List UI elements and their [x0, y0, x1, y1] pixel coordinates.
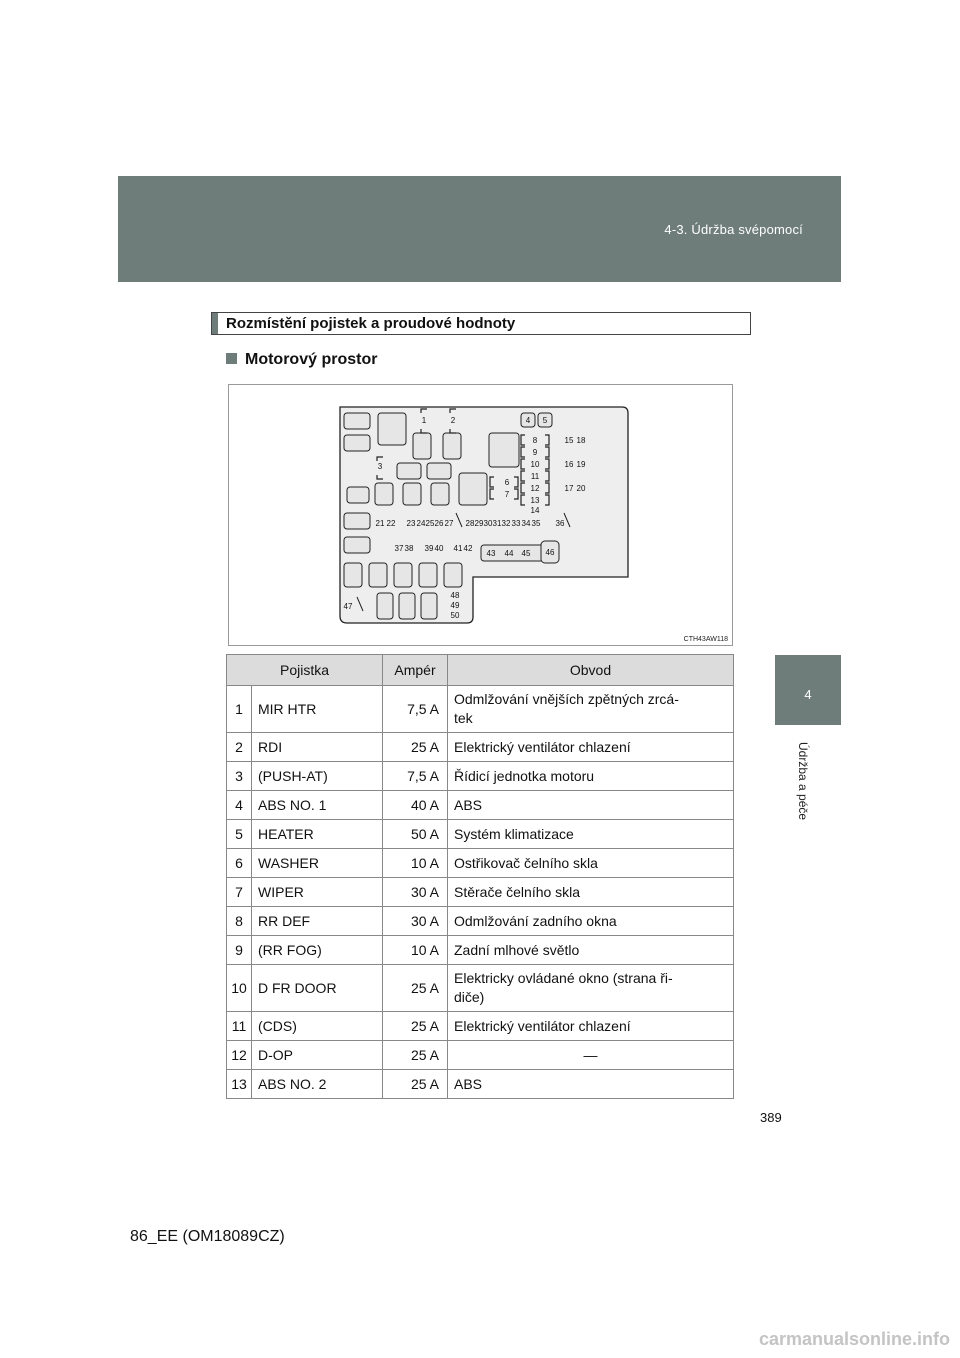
chapter-tab-label: Údržba a péče: [796, 742, 810, 821]
fuse-label: 26: [434, 519, 444, 528]
fuse-number-cell: 4: [227, 791, 252, 820]
fuse-circuit-cell: Zadní mlhové světlo: [448, 936, 734, 965]
fuse-amp-cell: 25 A: [383, 733, 448, 762]
fuse-circuit-cell: Systém klimatizace: [448, 820, 734, 849]
fuse-label: 3: [377, 462, 383, 471]
fuse-circuit-cell: —: [448, 1041, 734, 1070]
fuse-amp-cell: 30 A: [383, 878, 448, 907]
fuse-circuit-cell: ABS: [448, 1070, 734, 1099]
fuse-number-cell: 9: [227, 936, 252, 965]
fuse-amp-cell: 40 A: [383, 791, 448, 820]
fuse-label: 24: [416, 519, 426, 528]
fuse-label: 41: [453, 544, 463, 553]
fuse-name-cell: RDI: [252, 733, 383, 762]
fuse-label: 40: [434, 544, 444, 553]
fuse-name-cell: ABS NO. 2: [252, 1070, 383, 1099]
fuse-amp-cell: 50 A: [383, 820, 448, 849]
fuse-label: 16: [564, 460, 574, 469]
chapter-number: 4: [804, 687, 812, 702]
column-header-fuse: Pojistka: [227, 655, 383, 686]
fuse-circuit-cell: Elektricky ovládané okno (strana ři- diče): [448, 965, 734, 1012]
section-title-bar: [211, 312, 751, 335]
fuse-label: 17: [564, 484, 574, 493]
fuse-box-diagram: [228, 384, 733, 646]
fuse-number-cell: 11: [227, 1012, 252, 1041]
chapter-section-title: 4-3. Údržba svépomocí: [664, 222, 803, 237]
fuse-label: 39: [424, 544, 434, 553]
square-bullet-icon: [226, 353, 237, 364]
fuse-label: 36: [555, 519, 565, 528]
chapter-header: [118, 176, 841, 282]
fuse-amp-cell: 30 A: [383, 907, 448, 936]
table-row: [227, 686, 734, 733]
fuse-label: 44: [504, 549, 514, 558]
fuse-label: 19: [576, 460, 586, 469]
fuse-number-cell: 2: [227, 733, 252, 762]
fuse-number-cell: 8: [227, 907, 252, 936]
fuse-name-cell: ABS NO. 1: [252, 791, 383, 820]
subheading-text: Motorový prostor: [245, 351, 378, 368]
fuse-label: 32: [501, 519, 511, 528]
fuse-label: 37: [394, 544, 404, 553]
table-header-row: [227, 655, 734, 686]
column-header-circuit: Obvod: [448, 655, 734, 686]
fuse-label: 27: [444, 519, 454, 528]
figure-code: CTH43AW118: [683, 636, 728, 643]
fuse-name-cell: HEATER: [252, 820, 383, 849]
fuse-name-cell: MIR HTR: [252, 686, 383, 733]
fuse-circuit-cell: Odmlžování zadního okna: [448, 907, 734, 936]
fuse-label: 50: [450, 611, 460, 620]
fuse-label: 13: [530, 496, 540, 505]
fuse-amp-cell: 25 A: [383, 1012, 448, 1041]
fuse-label: 31: [492, 519, 502, 528]
fuse-circuit-cell: Elektrický ventilátor chlazení: [448, 733, 734, 762]
fuse-label: 7: [504, 490, 510, 499]
fuse-label: 48: [450, 591, 460, 600]
fuse-label: 49: [450, 601, 460, 610]
fuse-label: 45: [521, 549, 531, 558]
fuse-amp-cell: 10 A: [383, 849, 448, 878]
fuse-label: 8: [532, 436, 538, 445]
fuse-number-cell: 12: [227, 1041, 252, 1070]
fuse-label: 30: [483, 519, 493, 528]
fuse-name-cell: (CDS): [252, 1012, 383, 1041]
table-row: [227, 1070, 734, 1099]
fuse-amp-cell: 25 A: [383, 965, 448, 1012]
column-header-amp: Ampér: [383, 655, 448, 686]
fuse-label: 11: [530, 472, 540, 481]
table-row: [227, 878, 734, 907]
fuse-label: 29: [474, 519, 484, 528]
fuse-label: 33: [511, 519, 521, 528]
fuse-label: 5: [542, 416, 548, 425]
fuse-name-cell: D-OP: [252, 1041, 383, 1070]
fuse-number-cell: 13: [227, 1070, 252, 1099]
fuse-circuit-cell: Stěrače čelního skla: [448, 878, 734, 907]
fuse-number-cell: 3: [227, 762, 252, 791]
fuse-circuit-cell: Řídicí jednotka motoru: [448, 762, 734, 791]
fuse-circuit-cell: Elektrický ventilátor chlazení: [448, 1012, 734, 1041]
fuse-circuit-cell: Odmlžování vnějších zpětných zrcá- tek: [448, 686, 734, 733]
fuse-box-illustration: [229, 385, 732, 645]
table-row: [227, 791, 734, 820]
fuse-name-cell: WIPER: [252, 878, 383, 907]
fuse-label: 25: [425, 519, 435, 528]
fuse-label: 28: [465, 519, 475, 528]
fuse-label: 20: [576, 484, 586, 493]
fuse-label: 14: [530, 506, 540, 515]
fuse-label: 23: [406, 519, 416, 528]
fuse-number-cell: 7: [227, 878, 252, 907]
fuse-number-cell: 5: [227, 820, 252, 849]
fuse-label: 47: [343, 602, 353, 611]
fuse-name-cell: WASHER: [252, 849, 383, 878]
document-code: 86_EE (OM18089CZ): [130, 1228, 285, 1245]
page-number: 389: [760, 1110, 782, 1125]
fuse-label: 1: [421, 416, 427, 425]
table-row: [227, 1041, 734, 1070]
fuse-name-cell: (PUSH-AT): [252, 762, 383, 791]
subheading: [226, 351, 377, 369]
fuse-amp-cell: 10 A: [383, 936, 448, 965]
fuse-number-cell: 6: [227, 849, 252, 878]
table-row: [227, 1012, 734, 1041]
fuse-number-cell: 1: [227, 686, 252, 733]
fuse-number-cell: 10: [227, 965, 252, 1012]
fuse-table: [226, 654, 734, 1099]
table-row: [227, 907, 734, 936]
table-row: [227, 820, 734, 849]
table-row: [227, 965, 734, 1012]
fuse-label: 34: [521, 519, 531, 528]
fuse-name-cell: RR DEF: [252, 907, 383, 936]
table-row: [227, 733, 734, 762]
fuse-label: 43: [486, 549, 496, 558]
section-title-accent: [212, 313, 218, 334]
table-row: [227, 762, 734, 791]
fuse-label: 46: [545, 548, 555, 557]
watermark: carmanualsonline.info: [758, 1329, 950, 1349]
fuse-circuit-cell: Ostřikovač čelního skla: [448, 849, 734, 878]
section-title: Rozmístění pojistek a proudové hodnoty: [226, 315, 516, 332]
fuse-label: 42: [463, 544, 473, 553]
fuse-label: 6: [504, 478, 510, 487]
fuse-amp-cell: 25 A: [383, 1070, 448, 1099]
fuse-label: 21: [375, 519, 385, 528]
fuse-label: 35: [531, 519, 541, 528]
fuse-label: 4: [525, 416, 531, 425]
table-row: [227, 936, 734, 965]
fuse-label: 18: [576, 436, 586, 445]
fuse-name-cell: D FR DOOR: [252, 965, 383, 1012]
fuse-label: 38: [404, 544, 414, 553]
fuse-label: 2: [450, 416, 456, 425]
fuse-amp-cell: 25 A: [383, 1041, 448, 1070]
fuse-label: 22: [386, 519, 396, 528]
chapter-tab: [775, 655, 841, 725]
fuse-circuit-cell: ABS: [448, 791, 734, 820]
fuse-name-cell: (RR FOG): [252, 936, 383, 965]
fuse-amp-cell: 7,5 A: [383, 762, 448, 791]
fuse-label: 9: [532, 448, 538, 457]
fuse-label: 10: [530, 460, 540, 469]
fuse-label: 12: [530, 484, 540, 493]
fuse-amp-cell: 7,5 A: [383, 686, 448, 733]
table-row: [227, 849, 734, 878]
fuse-label: 15: [564, 436, 574, 445]
